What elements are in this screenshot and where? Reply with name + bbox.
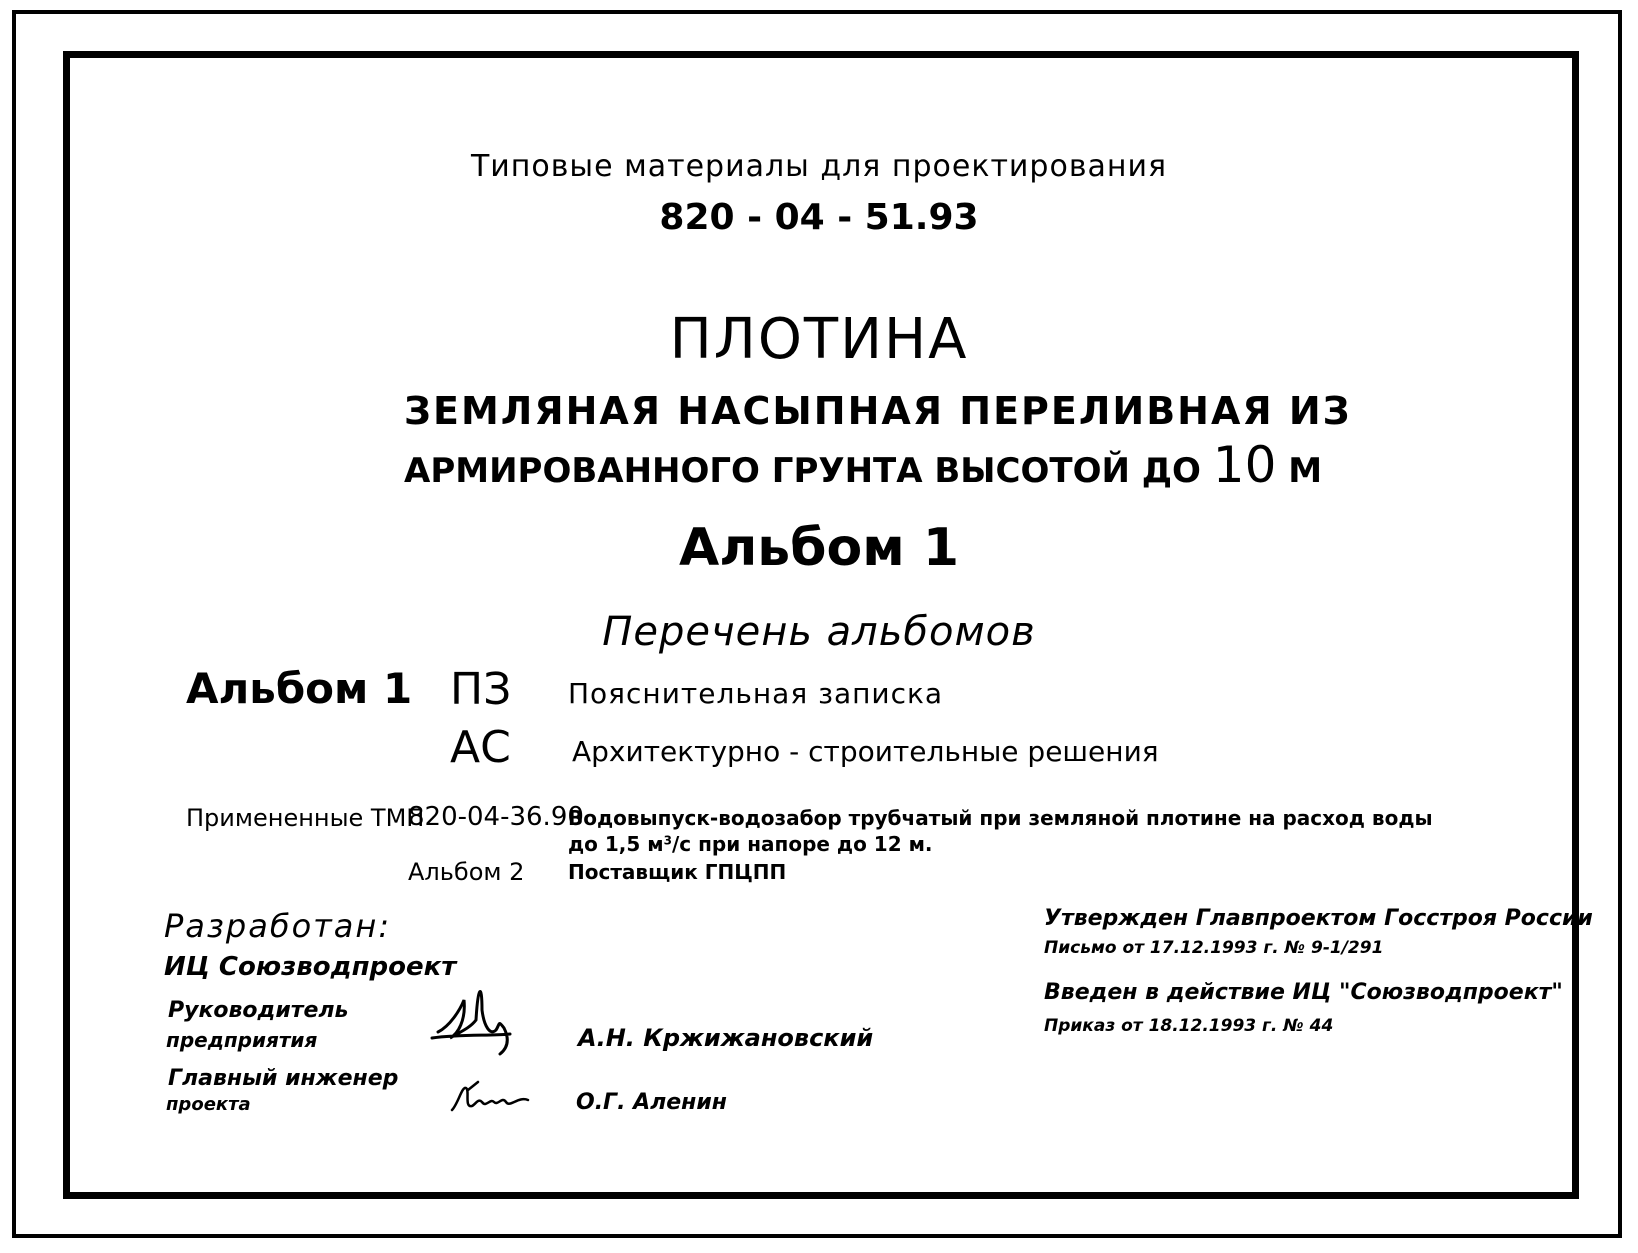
signature-2-icon <box>448 1078 538 1118</box>
applied-code: 820-04-36.90 <box>408 802 584 832</box>
series-code: 820 - 04 - 51.93 <box>659 197 979 238</box>
album-list-label: Альбом 1 <box>186 664 413 713</box>
role-2-line-1: Главный инженер <box>168 1066 399 1091</box>
applied-supplier: Поставщик ГПЦПП <box>568 860 787 884</box>
role-2-line-2: проекта <box>166 1094 251 1115</box>
height-value: 10 <box>1212 436 1277 494</box>
approved-by: Утвержден Главпроектом Госстроя России <box>1044 906 1593 931</box>
role-1-line-1: Руководитель <box>168 998 349 1023</box>
enacted-by: Введен в действие ИЦ "Союзводпроект" <box>1044 980 1563 1005</box>
approval-letter: Письмо от 17.12.1993 г. № 9-1/291 <box>1044 938 1384 958</box>
applied-desc-2a: до 1,5 м <box>568 832 664 856</box>
album-list-heading: Перечень альбомов <box>602 609 1036 655</box>
title-line-1: ЗЕМЛЯНАЯ НАСЫПНАЯ ПЕРЕЛИВНАЯ ИЗ <box>404 389 1352 433</box>
applied-desc-2-sup: 3 <box>663 833 672 848</box>
signature-1-icon <box>430 980 530 1060</box>
enactment-order: Приказ от 18.12.1993 г. № 44 <box>1044 1016 1334 1036</box>
item-code-as: АС <box>450 722 511 773</box>
title-line-2 <box>404 436 1323 494</box>
applied-label: Примененные ТМП <box>186 804 425 832</box>
applied-desc-2b: /с при напоре до 12 м. <box>671 832 933 856</box>
person-1-name: А.Н. Кржижановский <box>578 1024 874 1052</box>
role-1-line-2: предприятия <box>166 1028 318 1052</box>
album-title: Альбом 1 <box>678 518 960 578</box>
title-line-2-prefix: АРМИРОВАННОГО ГРУНТА ВЫСОТОЙ ДО <box>404 451 1213 491</box>
document-title: ПЛОТИНА <box>669 307 969 372</box>
applied-desc-line-1: Водовыпуск-водозабор трубчатый при земляной плотине на расход воды <box>568 806 1433 830</box>
height-unit: М <box>1276 451 1323 491</box>
item-code-pz: ПЗ <box>450 664 512 715</box>
series-line: Типовые материалы для проектирования <box>470 149 1168 184</box>
person-2-name: О.Г. Аленин <box>576 1090 727 1115</box>
applied-desc-line-2 <box>568 834 933 854</box>
item-name-as: Архитектурно - строительные решения <box>572 735 1159 768</box>
item-name-pz: Пояснительная записка <box>568 677 944 710</box>
developer-heading: Разработан: <box>164 907 392 945</box>
developer-org: ИЦ Союзводпроект <box>164 952 457 982</box>
applied-album: Альбом 2 <box>408 858 525 886</box>
